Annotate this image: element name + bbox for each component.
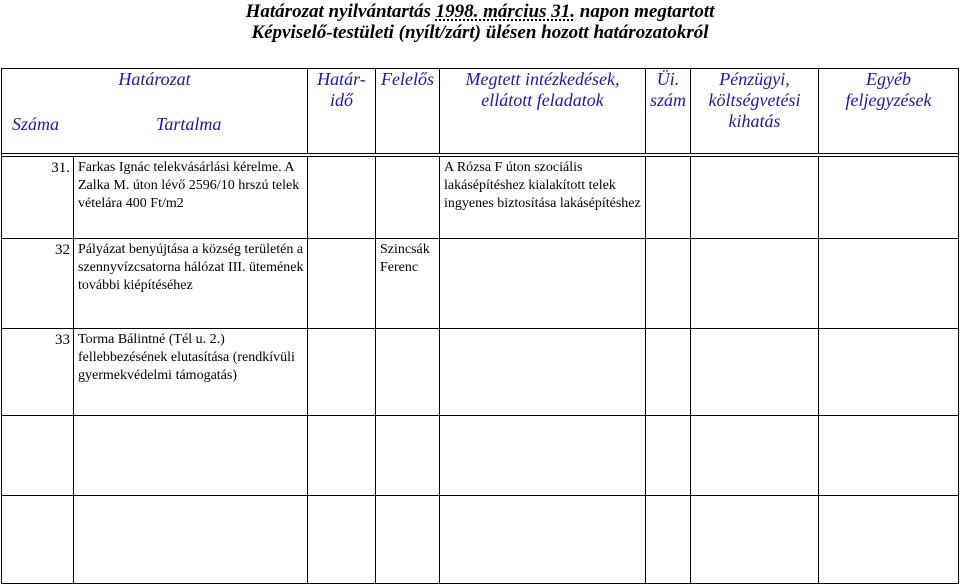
- row-szama: 33: [2, 329, 74, 416]
- header-penzugyi: Pénzügyi, költségvetési kihatás: [691, 69, 819, 154]
- row-ui-szam: [646, 239, 691, 329]
- row-szama: 32: [2, 239, 74, 329]
- row-megtett: [440, 329, 646, 416]
- row-szama: [2, 416, 74, 496]
- row-tartalma: Torma Bálintné (Tél u. 2.) fellebbezésének elutasítása (rendkívüli gyermekvédelmi támogatás): [74, 329, 308, 416]
- header-hatarozat-group: [2, 69, 308, 154]
- resolution-register-table: [1, 68, 959, 584]
- row-ui-szam: [646, 496, 691, 584]
- document-title-line1: [0, 1, 960, 23]
- row-tartalma: [74, 496, 308, 584]
- header-ui-szam: Üi. szám: [646, 69, 691, 154]
- table-row: [2, 329, 959, 416]
- row-ui-szam: [646, 416, 691, 496]
- header-felelos: Felelős: [376, 69, 440, 154]
- header-hatarozat: Határozat: [118, 69, 191, 89]
- row-felelos: [376, 329, 440, 416]
- title-suffix: napon megtartott: [579, 1, 715, 22]
- row-egyeb: [819, 329, 959, 416]
- header-szama: Száma: [12, 114, 60, 134]
- table-row: [2, 157, 959, 239]
- row-megtett: [440, 239, 646, 329]
- row-tartalma: Pályázat benyújtása a község területén a szennyvízcsatorna hálózat III. ütemének további kiépítéséhez: [74, 239, 308, 329]
- row-felelos: [376, 157, 440, 239]
- row-megtett: [440, 496, 646, 584]
- row-ui-szam: [646, 329, 691, 416]
- row-penzugyi: [691, 239, 819, 329]
- row-penzugyi: [691, 157, 819, 239]
- row-tartalma: [74, 416, 308, 496]
- row-megtett: [440, 416, 646, 496]
- row-hatarido: [308, 496, 376, 584]
- row-hatarido: [308, 329, 376, 416]
- row-felelos: [376, 496, 440, 584]
- header-egyeb: Egyéb feljegyzések: [819, 69, 959, 154]
- meeting-date: 1998. március 31.: [435, 1, 576, 22]
- table-row: [2, 496, 959, 584]
- title-prefix: Határozat nyilvántartás: [245, 1, 431, 22]
- table-row: [2, 416, 959, 496]
- header-row: [2, 69, 959, 154]
- row-egyeb: [819, 496, 959, 584]
- document-title-line2: Képviselő-testületi (nyílt/zárt) ülésen hozott határozatokról: [251, 22, 709, 43]
- row-egyeb: [819, 157, 959, 239]
- row-felelos: Szincsák Ferenc: [376, 239, 440, 329]
- row-penzugyi: [691, 329, 819, 416]
- row-ui-szam: [646, 157, 691, 239]
- header-megtett: Megtett intézkedések, ellátott feladatok: [440, 69, 646, 154]
- row-szama: 31.: [2, 157, 74, 239]
- row-szama: [2, 496, 74, 584]
- row-hatarido: [308, 157, 376, 239]
- row-egyeb: [819, 416, 959, 496]
- row-megtett: A Rózsa F úton szociális lakásépítéshez kialakított telek ingyenes biztosítása lakásépítéshez: [440, 157, 646, 239]
- header-tartalma: Tartalma: [156, 114, 222, 134]
- row-egyeb: [819, 239, 959, 329]
- row-penzugyi: [691, 416, 819, 496]
- row-penzugyi: [691, 496, 819, 584]
- header-hatarido: Határ- idő: [308, 69, 376, 154]
- table-row: [2, 239, 959, 329]
- row-hatarido: [308, 239, 376, 329]
- row-tartalma: Farkas Ignác telekvásárlási kérelme. A Zalka M. úton lévő 2596/10 hrszú telek vételára 400 Ft/m2: [74, 157, 308, 239]
- row-hatarido: [308, 416, 376, 496]
- row-felelos: [376, 416, 440, 496]
